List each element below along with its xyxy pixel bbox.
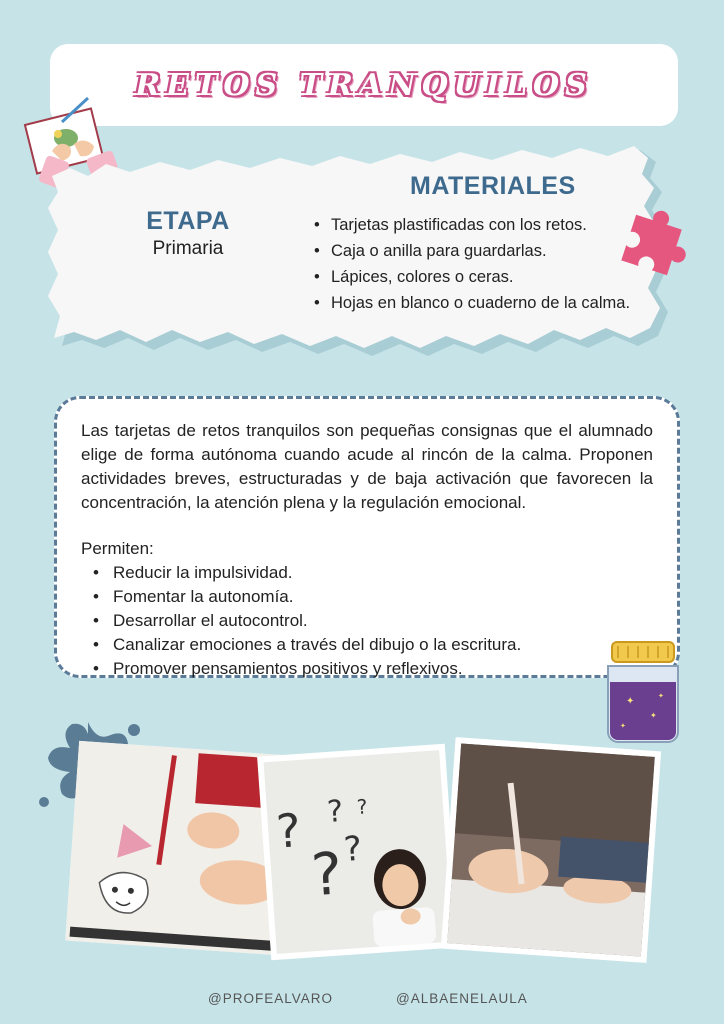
list-item: • Fomentar la autonomía. <box>91 585 653 609</box>
footer-handle-left: @PROFEALVARO <box>208 991 333 1006</box>
svg-text:✦: ✦ <box>658 692 664 700</box>
svg-text:?: ? <box>309 839 345 910</box>
materials-list <box>312 212 630 316</box>
svg-text:?: ? <box>356 794 369 819</box>
svg-text:?: ? <box>274 803 303 859</box>
title-card <box>50 44 678 126</box>
list-item: • Caja o anilla para guardarlas. <box>312 238 630 264</box>
photo-girl-thinking <box>256 742 460 962</box>
description-card <box>54 396 680 678</box>
description-paragraph: Las tarjetas de retos tranquilos son pequeñas consignas que el alumnado elige de forma autónoma cuando acude al rincón de la calma. Proponen actividades breves, estructuradas y de baja activación que favorecen la concentración, la atención plena y la regulación emocional. <box>81 421 653 512</box>
stage-block <box>128 207 248 260</box>
materials-heading: MATERIALES <box>410 172 576 200</box>
list-item: • Lápices, colores o ceras. <box>312 264 630 290</box>
list-item: • Canalizar emociones a través del dibujo o la escritura. <box>91 633 653 657</box>
list-item: • Hojas en blanco o cuaderno de la calma. <box>312 290 630 316</box>
stage-value: Primaria <box>152 238 224 259</box>
svg-text:✦: ✦ <box>626 696 635 707</box>
list-item: • Tarjetas plastificadas con los retos. <box>312 212 630 238</box>
list-item: • Promover pensamientos positivos y reflexivos. <box>91 657 653 681</box>
svg-text:?: ? <box>325 793 345 831</box>
benefits-list <box>91 561 653 681</box>
puzzle-piece-icon <box>614 204 696 284</box>
svg-text:✦: ✦ <box>620 722 626 730</box>
list-item: • Reducir la impulsividad. <box>91 561 653 585</box>
calm-jar-icon <box>598 638 688 746</box>
photo-hand-writing <box>440 736 662 964</box>
footer-handle-right: @ALBAENELAULA <box>396 991 528 1006</box>
svg-text:✦: ✦ <box>650 711 657 720</box>
stage-heading: ETAPA <box>146 207 230 235</box>
page-title: RETOS TRANQUILOS <box>135 67 593 103</box>
svg-text:?: ? <box>342 828 364 870</box>
list-item: • Desarrollar el autocontrol. <box>91 609 653 633</box>
benefits-label: Permiten: <box>81 539 154 558</box>
